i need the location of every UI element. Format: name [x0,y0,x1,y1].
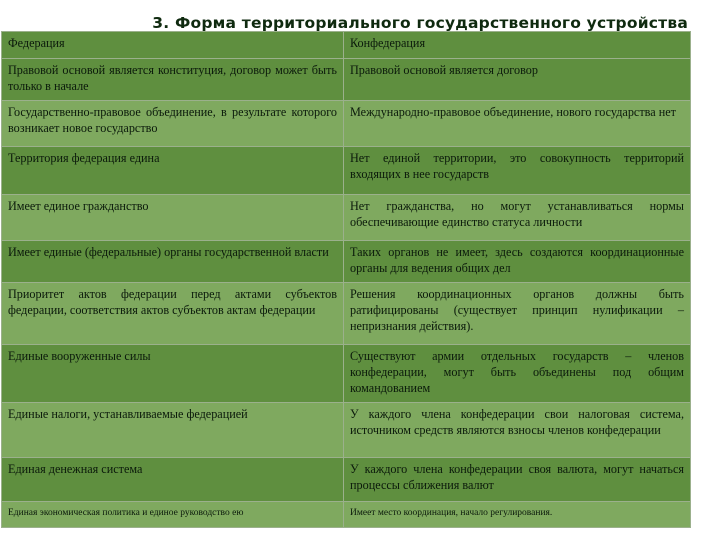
cell-confederation: Нет гражданства, но могут устанавливаться нормы обеспечивающие единство статуса личности [344,195,691,241]
table-row [2,241,691,283]
cell-federation: Единые налоги, устанавливаемые федерацией [2,403,344,458]
table-header-row [2,32,691,59]
cell-federation: Единая денежная система [2,458,344,502]
cell-confederation: Существуют армии отдельных государств – членов конфедерации, могут быть объединены под общим командованием [344,345,691,403]
cell-federation: Правовой основой является конституция, договор может быть только в начале [2,59,344,101]
slide-title: 3. Форма территориального государственного устройства [152,14,688,32]
cell-confederation: Правовой основой является договор [344,59,691,101]
cell-federation: Территория федерация едина [2,147,344,195]
table-row [2,403,691,458]
cell-confederation: Международно-правовое объединение, нового государства нет [344,101,691,147]
table-row [2,101,691,147]
header-federation: Федерация [2,32,344,59]
cell-federation: Имеет единое гражданство [2,195,344,241]
cell-federation: Государственно-правовое объединение, в результате которого возникает новое государство [2,101,344,147]
cell-confederation: Решения координационных органов должны быть ратифицированы (существует принцип нулификации – непризнания действия). [344,283,691,345]
cell-federation: Единая экономическая политика и единое руководство ею [2,502,344,528]
cell-confederation: Нет единой территории, это совокупность территорий входящих в нее государств [344,147,691,195]
cell-confederation: У каждого члена конфедерации свои налоговая система, источником средств являются взносы членов конфедерации [344,403,691,458]
table-row [2,147,691,195]
cell-federation: Приоритет актов федерации перед актами субъектов федерации, соответствия актов субъектов актам федерации [2,283,344,345]
table-row [2,59,691,101]
comparison-table [1,31,691,528]
header-confederation: Конфедерация [344,32,691,59]
cell-federation: Имеет единые (федеральные) органы государственной власти [2,241,344,283]
table-row [2,502,691,528]
table-row [2,195,691,241]
cell-confederation: Таких органов не имеет, здесь создаются координационные органы для ведения общих дел [344,241,691,283]
cell-confederation: Имеет место координация, начало регулирования. [344,502,691,528]
cell-confederation: У каждого члена конфедерации своя валюта, могут начаться процессы сближения валют [344,458,691,502]
table-row [2,458,691,502]
table-row [2,283,691,345]
cell-federation: Единые вооруженные силы [2,345,344,403]
table-row [2,345,691,403]
